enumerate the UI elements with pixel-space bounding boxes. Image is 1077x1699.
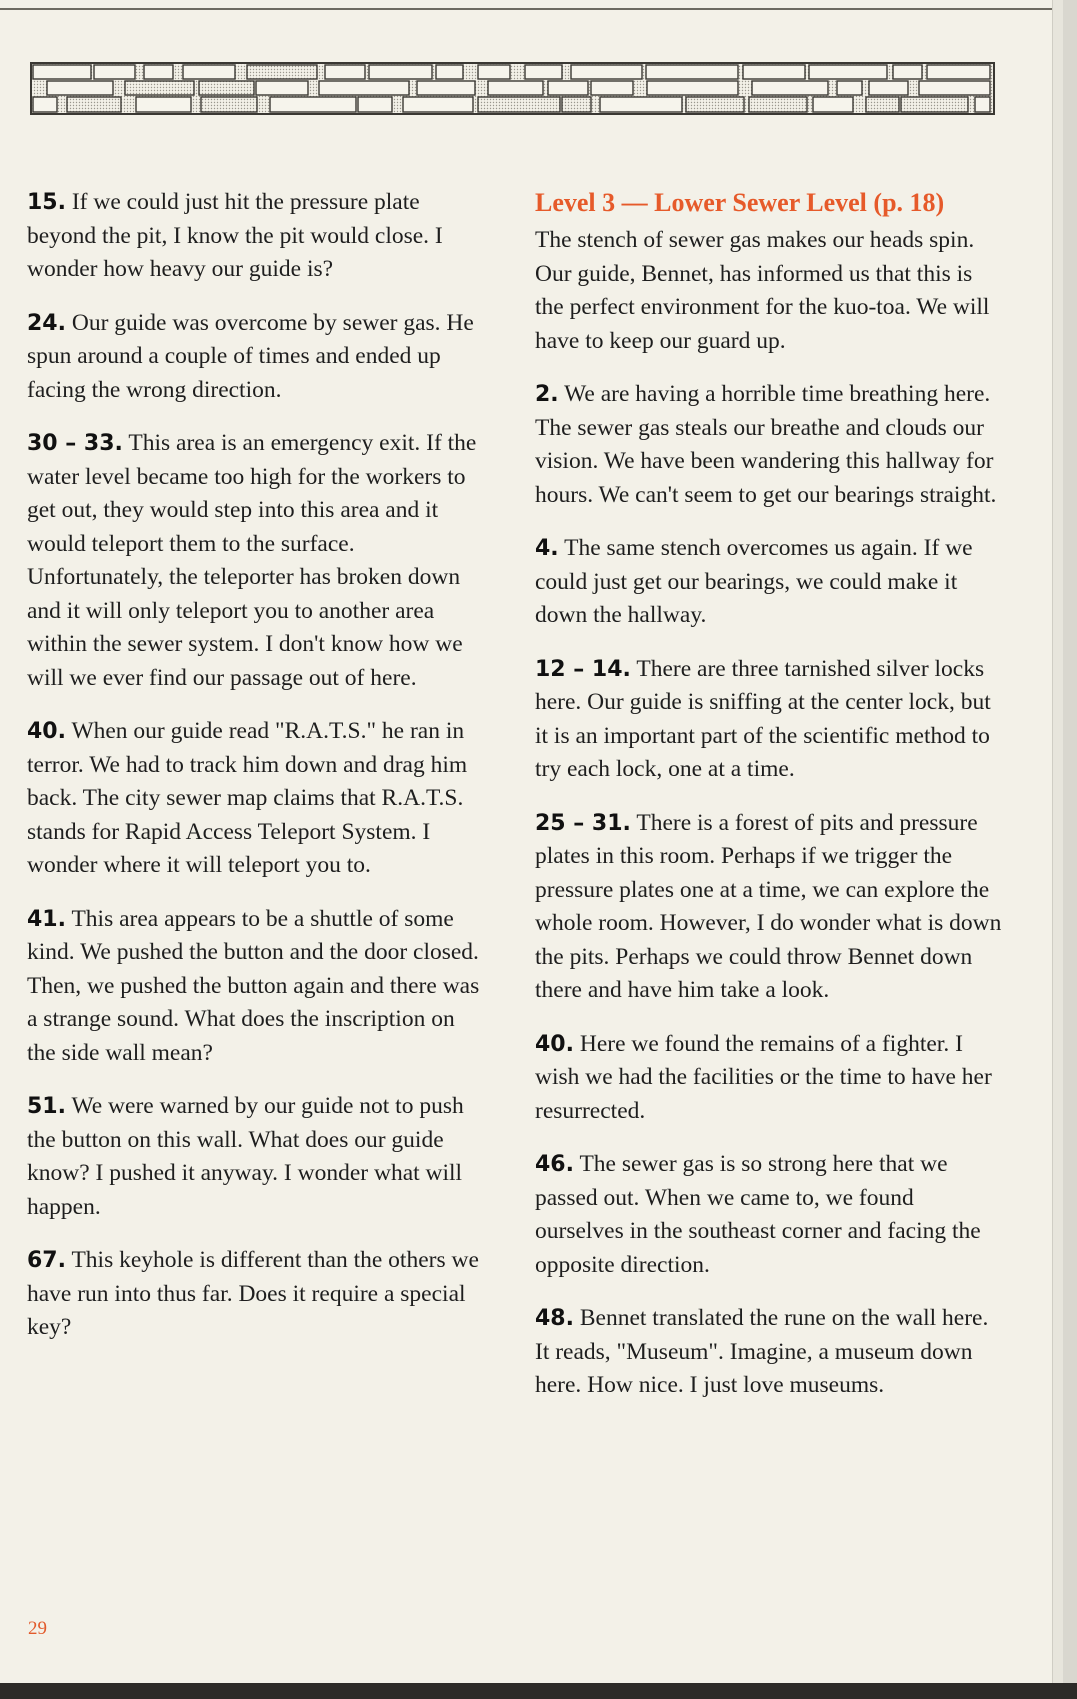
- entry-text: This area appears to be a shuttle of some kind. We pushed the button and the door closed. Then, we pushed the button again and there was a strange sound. What does the inscription on the side wall mean?: [27, 905, 480, 1066]
- level-heading: Level 3 — Lower Sewer Level (p. 18): [535, 188, 945, 217]
- left-column: [27, 186, 487, 1365]
- entry-number: 2.: [535, 382, 559, 407]
- top-rule: [0, 8, 1062, 10]
- entry-text: There are three tarnished silver locks here. Our guide is sniffing at the center lock, but it is an important part of the scientific method to try each lock, one at a time.: [535, 655, 991, 782]
- entry: [535, 1028, 1005, 1129]
- level-intro: The stench of sewer gas makes our heads spin. Our guide, Bennet, has informed us that this is the perfect environment for the kuo-toa. We will have to keep our guard up.: [535, 227, 990, 354]
- entry-text: Bennet translated the rune on the wall here. It reads, "Museum". Imagine, a museum down here. How nice. I just love museums.: [535, 1305, 989, 1398]
- entry: [27, 715, 487, 883]
- entry-number: 40.: [27, 719, 66, 744]
- bottom-border: [0, 1683, 1077, 1699]
- entry-number: 46.: [535, 1152, 574, 1177]
- entry-text: When our guide read "R.A.T.S." he ran in terror. We had to track him down and drag him back. The city sewer map claims that R.A.T.S. stands for Rapid Access Teleport System. I wonder where it will teleport you to.: [27, 718, 468, 878]
- entry-number: 4.: [535, 536, 559, 561]
- entry: [27, 1244, 487, 1345]
- entry: [27, 1090, 487, 1224]
- entry-number: 15.: [27, 190, 66, 215]
- entry-text: The same stench overcomes us again. If we could just get our bearings, we could make it down the hallway.: [535, 535, 973, 628]
- entry-number: 67.: [27, 1248, 66, 1273]
- entry-text: This area is an emergency exit. If the water level became too high for the workers to get out, they would step into this area and it would teleport them to the surface. Unfortunately, the teleporter has broken down and it will only teleport you to another area within the sewer system. I don't know how we will we ever find our passage out of here.: [27, 430, 477, 691]
- entry: [27, 307, 487, 408]
- entry: [27, 903, 487, 1071]
- entry: [535, 1148, 1005, 1282]
- entry-text: Here we found the remains of a fighter. I wish we had the facilities or the time to have her resurrected.: [535, 1030, 992, 1124]
- entry: [27, 427, 487, 695]
- right-column: [535, 186, 1005, 1423]
- entry-number: 12 – 14.: [535, 656, 631, 682]
- entry-text: This keyhole is different than the others we have run into thus far. Does it require a special key?: [27, 1247, 479, 1340]
- entry: [535, 807, 1005, 1008]
- page-edge: [1052, 0, 1063, 1688]
- entry: [27, 186, 487, 287]
- entry-text: We were warned by our guide not to push the button on this wall. What does our guide know? I pushed it anyway. I wonder what will happen.: [27, 1093, 464, 1220]
- entry-text: There is a forest of pits and pressure plates in this room. Perhaps if we trigger the pressure plates one at a time, we can explore the whole room. However, I do wonder what is down the pits. Perhaps we could throw Bennet down there and have him take a look.: [535, 809, 1002, 1003]
- entry-number: 30 – 33.: [27, 431, 123, 456]
- page-number: 29: [28, 1618, 47, 1639]
- entry-text: We are having a horrible time breathing here. The sewer gas steals our breathe and clouds our vision. We have been wandering this hallway for hours. We can't seem to get our bearings straight.: [535, 381, 997, 508]
- entry-text: If we could just hit the pressure plate beyond the pit, I know the pit would close. I wonder how heavy our guide is?: [27, 189, 443, 282]
- entry: [535, 378, 1005, 512]
- entry-number: 25 – 31.: [535, 810, 631, 836]
- entry-number: 24.: [27, 310, 66, 336]
- entry-text: Our guide was overcome by sewer gas. He spun around a couple of times and ended up facing the wrong direction.: [27, 309, 474, 403]
- entry-number: 51.: [27, 1094, 66, 1119]
- entry-number: 41.: [27, 906, 66, 932]
- entry-number: 40.: [535, 1031, 574, 1057]
- entry: [535, 653, 1005, 787]
- entry-text: The sewer gas is so strong here that we passed out. When we came to, we found ourselves in the southeast corner and facing the opposite direction.: [535, 1151, 981, 1278]
- stone-wall-banner: [30, 62, 995, 115]
- entry-number: 48.: [535, 1306, 574, 1331]
- entry: [535, 532, 1005, 633]
- entry: [535, 1302, 1005, 1403]
